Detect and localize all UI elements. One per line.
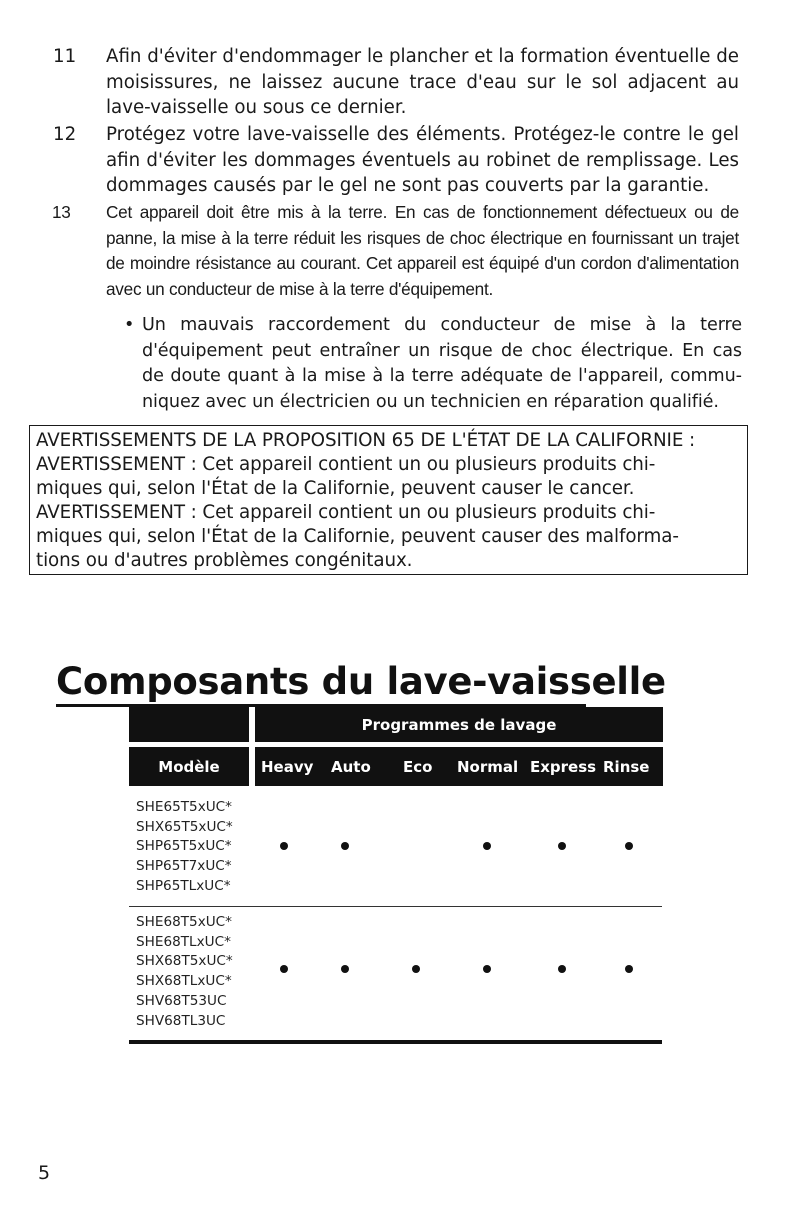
table-corner-cell: [129, 707, 249, 742]
bullet-marker: •: [124, 315, 135, 335]
list-item: [0, 44, 793, 122]
cycle-header-rinse: Rinse: [603, 758, 650, 776]
availability-dot-express: [558, 965, 566, 973]
model-name: SHP65TLxUC*: [136, 877, 231, 894]
warning-line: AVERTISSEMENT : Cet appareil contient un ou plusieurs produits chi-: [36, 502, 656, 523]
availability-dot-auto: [341, 842, 349, 850]
group-divider: [129, 906, 662, 907]
item-text: Cet appareil doit être mis à la terre. En cas de fonctionnement défectueux ou de panne, la mise à la terre réduit les risques de choc électrique en fournissant un trajet de moindre résistance au courant. Cet appareil est équipé d'un cordon d'alimentation avec un conducteur de mise à la terre d'équipement.: [106, 202, 739, 299]
table-bottom-rule: [129, 1040, 662, 1044]
item-number: 12: [53, 124, 77, 145]
cycle-header-auto: Auto: [331, 758, 371, 776]
item-text: Protégez votre lave-vaisselle des éléments. Protégez-le contre le gel afin d'éviter les dommages éventuels au robinet de remplissage. Les dommages causés par le gel ne sont pas couverts par la garantie.: [106, 124, 739, 196]
page-number: 5: [38, 1162, 51, 1184]
availability-dot-rinse: [625, 965, 633, 973]
section-title: Composants du lave-vaisselle: [56, 660, 666, 703]
cycle-header-eco: Eco: [403, 758, 433, 776]
safety-instructions-list: [0, 44, 793, 299]
grounding-sub-bullet: [124, 313, 742, 415]
model-name: SHV68T53UC: [136, 992, 227, 1009]
item-text: Afin d'éviter d'endommager le plancher et la formation éventuelle de moisissures, ne laissez aucune trace d'eau sur le sol adjacent au lave-vaisselle ou sous ce dernier.: [106, 46, 739, 118]
sub-bullet-text: Un mauvais raccordement du conducteur de mise à la terre d'équipement peut entraîner un risque de choc électrique. En cas de doute quant à la mise à la terre adéquate de l'appareil, communiquez avec un électricien ou un technicien en réparation qualifié.: [142, 315, 742, 412]
model-group-2: [136, 913, 233, 1031]
model-name: SHE65T5xUC*: [136, 799, 232, 815]
prop65-warning-box: [29, 425, 748, 575]
model-name: SHX65T5xUC*: [136, 818, 233, 835]
availability-dot-express: [558, 842, 566, 850]
warning-title: AVERTISSEMENTS DE LA PROPOSITION 65 DE L'ÉTAT DE LA CALIFORNIE :: [36, 430, 696, 451]
model-column-header: Modèle: [129, 747, 249, 786]
model-name: SHP65T7xUC*: [136, 858, 232, 875]
model-name: SHE68TLxUC*: [136, 933, 231, 950]
list-item: [0, 122, 793, 200]
availability-dot-rinse: [625, 842, 633, 850]
availability-dot-heavy: [280, 842, 288, 850]
model-group-1: [136, 798, 233, 897]
model-name: SHE68T5xUC*: [136, 914, 232, 930]
model-name: SHP65T5xUC*: [136, 838, 232, 855]
cycle-header-heavy: Heavy: [261, 758, 314, 776]
availability-dot-normal: [483, 842, 491, 850]
availability-dot-eco: [412, 965, 420, 973]
warning-line: miques qui, selon l'État de la Californie, peuvent causer des malforma-: [36, 526, 679, 547]
programs-header: Programmes de lavage: [255, 707, 663, 742]
availability-dot-heavy: [280, 965, 288, 973]
warning-line: AVERTISSEMENT : Cet appareil contient un ou plusieurs produits chi-: [36, 454, 656, 475]
warning-line: miques qui, selon l'État de la Californie, peuvent causer le cancer.: [36, 478, 635, 499]
cycle-header-normal: Normal: [457, 758, 519, 776]
item-number: 11: [53, 46, 77, 67]
cycle-header-express: Express: [530, 758, 597, 776]
cycles-header-row: [255, 747, 663, 786]
availability-dot-normal: [483, 965, 491, 973]
model-name: SHX68TLxUC*: [136, 973, 232, 990]
item-number: 13: [52, 202, 71, 222]
warning-line: tions ou d'autres problèmes congénitaux.: [36, 550, 413, 571]
model-name: SHV68TL3UC: [136, 1012, 226, 1029]
model-name: SHX68T5xUC*: [136, 953, 233, 970]
availability-dot-auto: [341, 965, 349, 973]
